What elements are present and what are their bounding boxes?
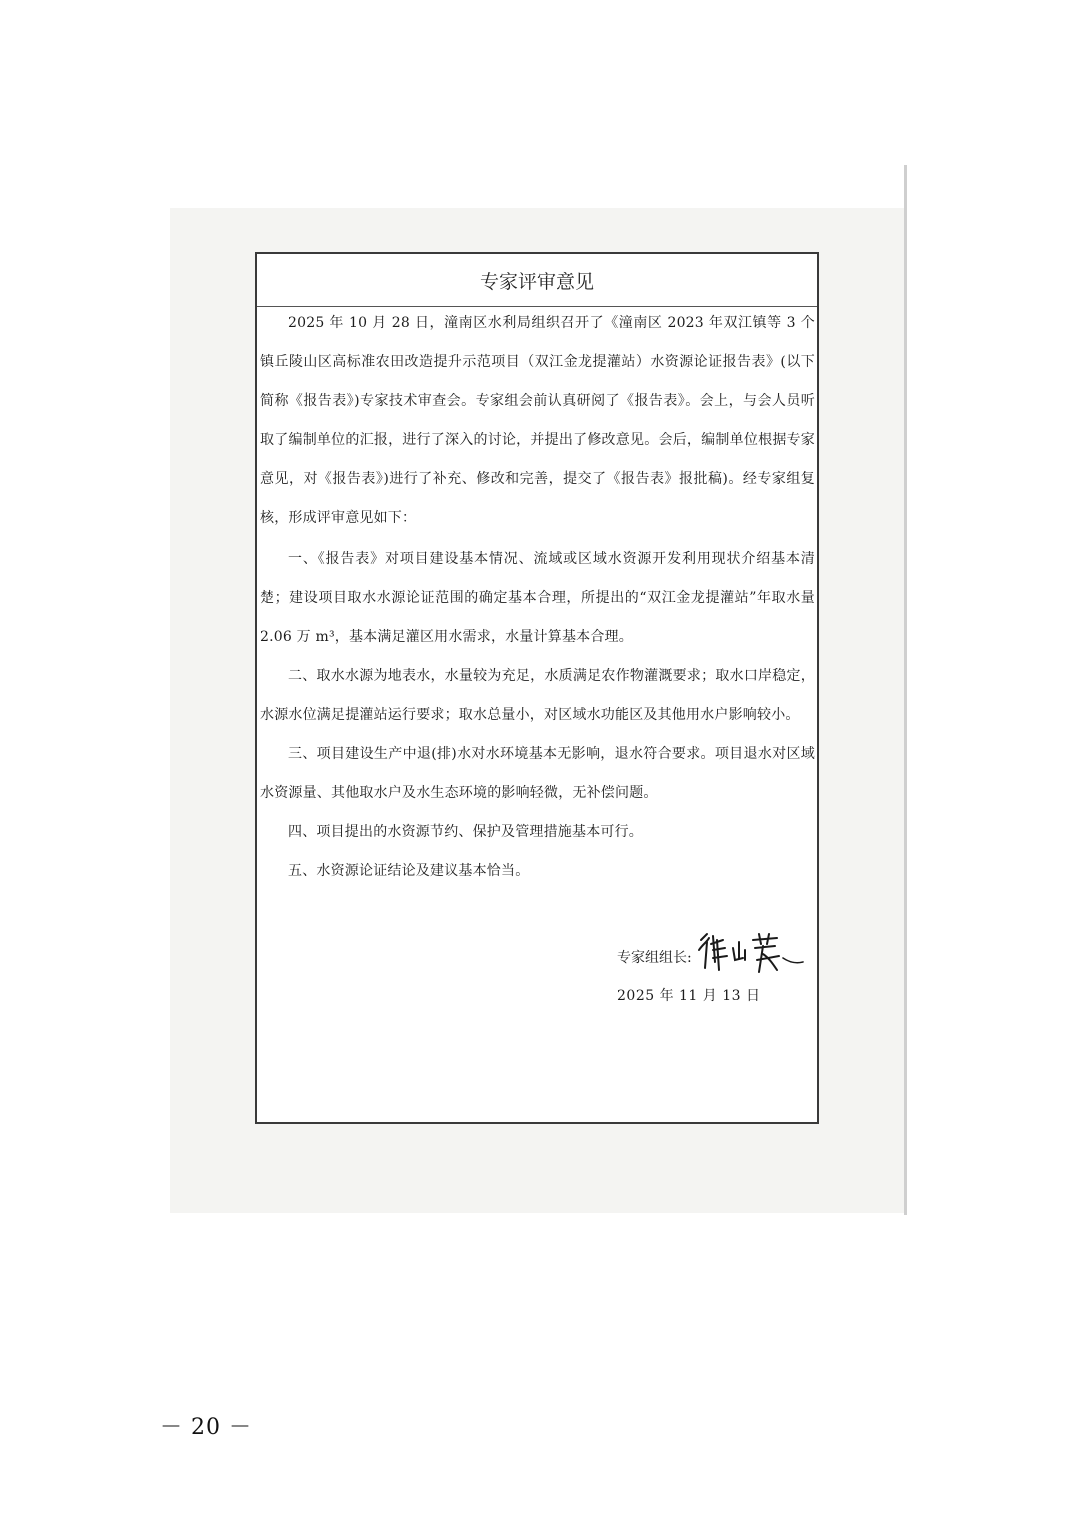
opinion-item-5: 五、水资源论证结论及建议基本恰当。 (288, 863, 530, 879)
page-number: － 20 － (160, 1415, 252, 1440)
opinion-item-3: 三、项目建设生产中退(排)水对水环境基本无影响，退水符合要求。项目退水对区域水资源量、其他取水户及水生态环境的影响轻微，无补偿问题。 (260, 746, 815, 801)
opinion-body (257, 304, 817, 891)
handwritten-signature (693, 928, 813, 978)
signature-block (617, 944, 817, 1008)
document-title: 专家评审意见 (257, 254, 817, 307)
scan-edge-shadow (904, 165, 907, 1215)
opinion-item-2: 二、取水水源为地表水，水量较为充足，水质满足农作物灌溉要求；取水口岸稳定，水源水位满足提灌站运行要求；取水总量小，对区域水功能区及其他用水户影响较小。 (260, 668, 815, 723)
signature-date: 2025 年 11 月 13 日 (617, 988, 761, 1004)
signature-label: 专家组组长: (617, 950, 692, 966)
expert-opinion-box (255, 252, 819, 1124)
intro-paragraph: 2025 年 10 月 28 日，潼南区水利局组织召开了《潼南区 2023 年双江镇等 3 个镇丘陵山区高标准农田改造提升示范项目（双江金龙提灌站）水资源论证报告表》(以下简称《报告表》)专家技术审查会。专家组会前认真研阅了《报告表》。会上，与会人员听取了编制单位的汇报，进行了深入的讨论，并提出了修改意见。会后，编制单位根据专家意见，对《报告表》)进行了补充、修改和完善，提交了《报告表》报批稿)。经专家组复核，形成评审意见如下： (260, 315, 815, 526)
opinion-item-1: 一、《报告表》对项目建设基本情况、流域或区域水资源开发利用现状介绍基本清楚；建设项目取水水源论证范围的确定基本合理，所提出的“双江金龙提灌站”年取水量 2.06 万 m³，基本满足灌区用水需求，水量计算基本合理。 (260, 551, 815, 645)
opinion-item-4: 四、项目提出的水资源节约、保护及管理措施基本可行。 (288, 824, 643, 840)
